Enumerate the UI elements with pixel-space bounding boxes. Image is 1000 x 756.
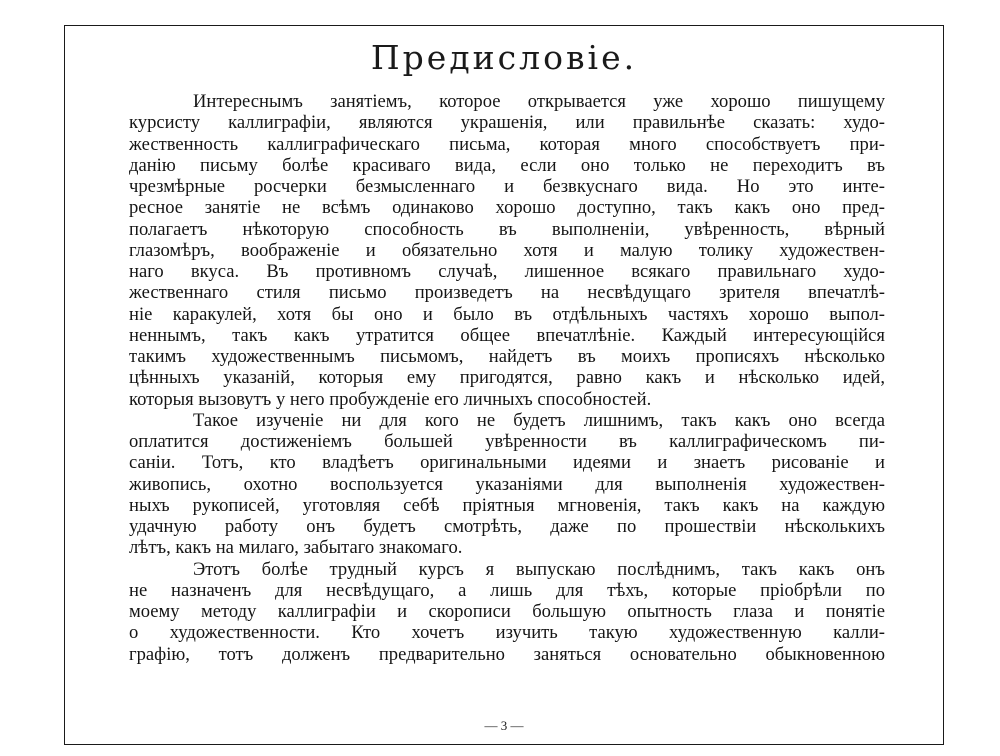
document-page (64, 25, 944, 745)
page-number: — 3 — (484, 718, 524, 733)
text-line: удачную работу онъ будетъ смотрѣть, даже по прошествіи нѣсколькихъ (129, 516, 885, 537)
text-line: чрезмѣрные росчерки безмысленнаго и безвкуснаго вида. Но это инте- (129, 176, 885, 197)
text-line: данію письму болѣе красиваго вида, если оно только не переходитъ въ (129, 154, 885, 176)
text-line: Этотъ болѣе трудный курсъ я выпускаю послѣднимъ, такъ какъ онъ (193, 558, 885, 580)
text-line: о художественности. Кто хочетъ изучить такую художественную калли- (129, 622, 885, 644)
text-line: жественность каллиграфическаго письма, которая много способствуетъ при- (129, 133, 885, 155)
text-line: такимъ художественнымъ письмомъ, найдетъ въ моихъ прописяхъ нѣсколько (129, 346, 885, 367)
text-line: оплатится достиженіемъ большей увѣренности въ каллиграфическомъ пи- (129, 431, 885, 452)
text-line: полагаетъ нѣкоторую способность въ выполненіи, увѣренность, вѣрный (129, 218, 885, 240)
text-line: неннымъ, такъ какъ утратится общее впечатлѣніе. Каждый интересующійся (129, 324, 885, 346)
paragraph-2 (129, 410, 885, 559)
text-line: наго вкуса. Въ противномъ случаѣ, лишенное всякаго правильнаго худо- (129, 261, 885, 282)
text-line: глазомѣръ, воображеніе и обязательно хотя и малую толику художествен- (129, 239, 885, 261)
text-line: цѣнныхъ указаній, которыя ему пригодятся, равно какъ и нѣсколько идей, (129, 367, 885, 389)
text-line: ніе каракулей, хотя бы оно и было въ отдѣльныхъ частяхъ хорошо выпол- (129, 303, 885, 325)
page-title: Предисловіе. (370, 38, 638, 77)
paragraph-1 (129, 91, 885, 410)
text-line: которыя вызовутъ у него пробужденіе его личныхъ способностей. (129, 388, 652, 410)
text-line: лѣтъ, какъ на милаго, забытаго знакомаго. (129, 537, 463, 559)
text-line: жественнаго стиля письмо произведетъ на несвѣдущаго зрителя впечатлѣ- (129, 282, 885, 304)
text-line: Такое изученіе ни для кого не будетъ лишнимъ, такъ какъ оно всегда (193, 409, 885, 431)
text-line: не назначенъ для несвѣдущаго, а лишь для тѣхъ, которые пріобрѣли по (129, 579, 885, 601)
text-line: Интереснымъ занятіемъ, которое открывается уже хорошо пишущему (193, 91, 885, 112)
text-line: графію, тотъ долженъ предварительно заняться основательно обыкновенною (129, 643, 885, 665)
text-line: ресное занятіе не всѣмъ одинаково хорошо доступно, такъ какъ оно пред- (129, 197, 885, 219)
text-line: саніи. Тотъ, кто владѣетъ оригинальными идеями и знаетъ рисованіе и (129, 452, 885, 474)
text-line: живопись, охотно воспользуется указаніями для выполненія художествен- (129, 473, 885, 495)
text-line: моему методу каллиграфіи и скорописи большую опытность глаза и понятіе (129, 601, 885, 622)
paragraph-3 (129, 559, 885, 665)
body-text (129, 91, 885, 665)
text-line: курсисту каллиграфіи, являются украшенія, или правильнѣе сказать: худо- (129, 112, 885, 134)
text-line: ныхъ рукописей, уготовляя себѣ пріятныя мгновенія, такъ какъ на каждую (129, 494, 885, 516)
